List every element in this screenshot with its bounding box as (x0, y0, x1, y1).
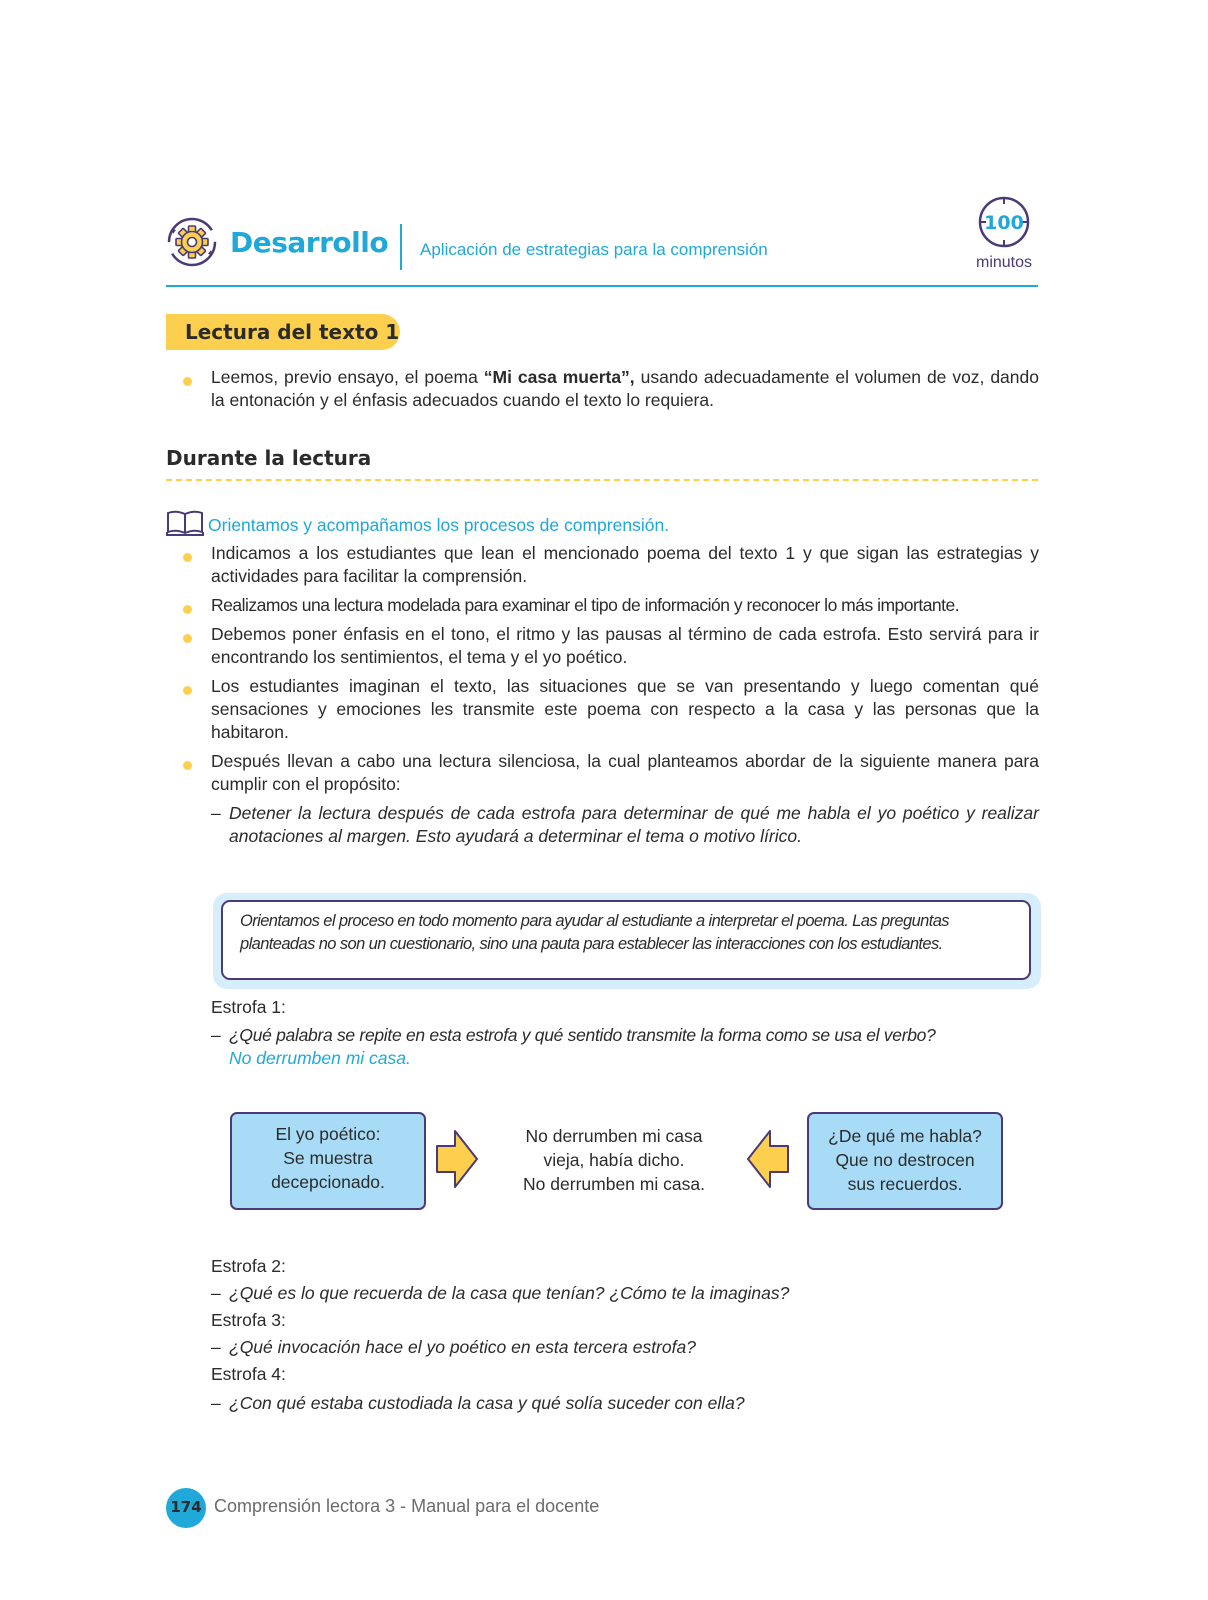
arrow-left-icon (746, 1128, 790, 1190)
diagram-left-text: El yo poético: Se muestra decepcionado. (271, 1124, 385, 1192)
reading-intro: Leemos, previo ensayo, el poema “Mi casa muerta”, usando adecuadamente el volumen de voz, dando la entonación y el énfasis adecuados cuando el texto lo requiera. (211, 367, 1039, 410)
stanza-1-question: ¿Qué palabra se repite en esta estrofa y qué sentido transmite la forma como se usa el verbo? (229, 1025, 936, 1045)
section-subtitle: Aplicación de estrategias para la comprensión (420, 240, 768, 259)
poem-title: “Mi casa muerta”, (483, 367, 635, 387)
stanza-4-question: ¿Con qué estaba custodiada la casa y qué solía suceder con ella? (229, 1393, 745, 1413)
dash: – (211, 1337, 221, 1357)
page-number: 174 (170, 1498, 202, 1516)
list-item: Los estudiantes imaginan el texto, las situaciones que se van presentando y luego comentan qué sensaciones y emociones les transmite este poema con respecto a la casa y las personas que la habitaron. (211, 676, 1039, 742)
dash: – (211, 1393, 221, 1413)
sub-item: Detener la lectura después de cada estrofa para determinar de qué me habla el yo poético y realizar anotaciones al margen. Esto ayudará a determinar el tema o motivo lírico. (229, 803, 1039, 846)
bullet-icon (183, 377, 192, 386)
timer-value: 100 (984, 212, 1024, 234)
dash: – (211, 803, 221, 823)
list-item: Debemos poner énfasis en el tono, el ritmo y las pausas al término de cada estrofa. Esto servirá para ir encontrando los sentimientos, el tema y el yo poético. (211, 624, 1039, 667)
note-text: Orientamos el proceso en todo momento para ayudar al estudiante a interpretar el poema. Las preguntas planteadas no son un cuestionario, sino una pauta para establecer las interacciones con los estudiantes. (240, 912, 949, 953)
section-title: Desarrollo (230, 226, 389, 259)
diagram-right-text: ¿De qué me habla? Que no destrocen sus recuerdos. (828, 1126, 982, 1194)
orient-line: Orientamos y acompañamos los procesos de comprensión. (208, 515, 670, 535)
stanza-2-question: ¿Qué es lo que recuerda de la casa que tenían? ¿Cómo te la imaginas? (229, 1283, 790, 1303)
gear-icon (166, 216, 218, 268)
timer-unit: minutos (975, 254, 1033, 271)
stanza-1-answer: No derrumben mi casa. (229, 1048, 411, 1068)
header-separator (400, 224, 402, 270)
stanza-3-question: ¿Qué invocación hace el yo poético en esta tercera estrofa? (229, 1337, 696, 1357)
stanza-4-label: Estrofa 4: (211, 1364, 286, 1384)
bullet-icon (183, 605, 192, 614)
dash: – (211, 1283, 221, 1303)
header-rule (166, 285, 1038, 287)
stanza-2-label: Estrofa 2: (211, 1256, 286, 1276)
reading-label: Lectura del texto 1 (185, 320, 400, 344)
dashed-rule (166, 479, 1038, 481)
list-item: Después llevan a cabo una lectura silenciosa, la cual planteamos abordar de la siguiente manera para cumplir con el propósito: (211, 751, 1039, 794)
book-title: Comprensión lectora 3 - Manual para el docente (214, 1496, 600, 1516)
stanza-1-label: Estrofa 1: (211, 997, 286, 1017)
bullet-icon (183, 634, 192, 643)
diagram-center-text: No derrumben mi casa vieja, había dicho. No derrumben mi casa. (523, 1126, 705, 1194)
list-item: Indicamos a los estudiantes que lean el mencionado poema del texto 1 y que sigan las estrategias y actividades para facilitar la comprensión. (211, 543, 1039, 586)
bullet-icon (183, 553, 192, 562)
during-heading: Durante la lectura (166, 446, 372, 470)
list-item: Realizamos una lectura modelada para examinar el tipo de información y reconocer lo más importante. (211, 595, 960, 615)
dash: – (211, 1025, 221, 1045)
stanza-3-label: Estrofa 3: (211, 1310, 286, 1330)
arrow-right-icon (435, 1128, 479, 1190)
bullet-icon (183, 761, 192, 770)
bullet-icon (183, 686, 192, 695)
open-book-icon (166, 510, 204, 536)
